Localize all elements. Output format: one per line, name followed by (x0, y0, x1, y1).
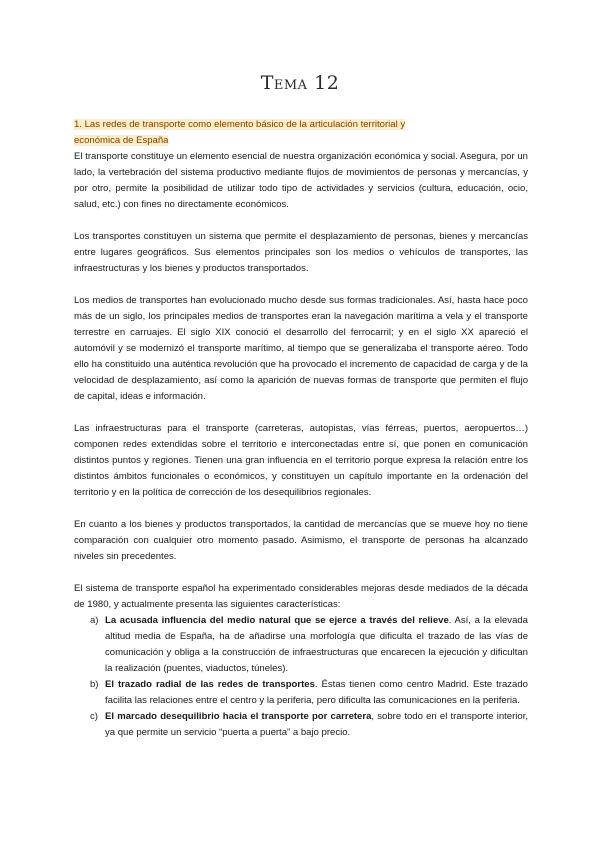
section-heading-line-2: económica de España (74, 135, 169, 146)
characteristics-list (74, 613, 528, 741)
list-item-bold: El trazado radial de las redes de transportes (105, 679, 315, 690)
list-item-text: , sobre todo en el transporte interior, ya que permite un servicio “puerta a puerta” a bajo precio. (105, 711, 528, 738)
paragraph-6: El sistema de transporte español ha experimentado considerables mejoras desde mediados de la década de 1980, y actualmente presenta las siguientes características: (74, 583, 528, 610)
paragraph-4: Las infraestructuras para el transporte (carreteras, autopistas, vías férreas, puertos, aeropuertos…) componen redes extendidas sobre el territorio e interconectadas entre sí, que ponen en comunicación distintos puntos y regiones. Tienen una gran influencia en el territorio porque expresa la relación entre los distintos ámbitos funcionales o económicos, y constituyen un capítulo importante en la ordenación del territorio y en la política de corrección de los desequilibrios regionales. (74, 423, 528, 498)
paragraph-2: Los transportes constituyen un sistema que permite el desplazamiento de personas, bienes y mercancías entre lugares geográficos. Sus elementos principales son los medios o vehículos de transportes, las infraestructuras y los bienes y productos transportados. (74, 231, 528, 274)
list-item (74, 677, 528, 709)
list-item-bold: La acusada influencia del medio natural que se ejerce a través del relieve (105, 615, 449, 626)
section-heading-line-1: 1. Las redes de transporte como elemento básico de la articulación territorial y (74, 119, 406, 130)
page-title: Tema 12 (260, 72, 340, 94)
list-marker: c) (90, 711, 98, 722)
paragraph-5: En cuanto a los bienes y productos transportados, la cantidad de mercancías que se mueve hoy no tiene comparación con cualquier otro momento pasado. Asimismo, el transporte de personas ha alcanzado niveles sin precedentes. (74, 519, 528, 562)
list-item-text: . Así, a la elevada altitud media de España, ha de añadirse una morfología que dificulta el trazado de las vías de comunicación y obliga a la construcción de infraestructuras que encarecen la ejecución y dificultan la realización (puentes, viaductos, túneles). (105, 615, 528, 674)
list-marker: b) (90, 679, 99, 690)
section-heading (74, 117, 528, 149)
list-item-text: . Éstas tienen como centro Madrid. Este trazado facilita las relaciones entre el centro y la periferia, pero dificulta las comunicaciones en la periferia. (105, 679, 528, 706)
list-item (74, 613, 528, 677)
list-item-bold: El marcado desequilibrio hacia el transporte por carretera (105, 711, 372, 722)
paragraph-1: El transporte constituye un elemento esencial de nuestra organización económica y social. Asegura, por un lado, la vertebración del sistema productivo mediante flujos de movimientos de personas y mercancías, y por otro, permite la posibilidad de utilizar todo tipo de actividades y servicios (cultura, educación, ocio, salud, etc.) con fines no directamente económicos. (74, 151, 528, 210)
list-item (74, 709, 528, 741)
document-body (74, 117, 528, 741)
list-marker: a) (90, 615, 99, 626)
paragraph-3: Los medios de transportes han evolucionado mucho desde sus formas tradicionales. Así, hasta hace poco más de un siglo, los principales medios de transportes eran la navegación marítima a vela y el transporte terrestre en carruajes. El siglo XIX conoció el desarrollo del ferrocarril; y en el siglo XX apareció el automóvil y se modernizó el transporte marítimo, al tiempo que se generalizaba el transporte aéreo. Todo ello ha constituido una auténtica revolución que ha provocado el incremento de capacidad de carga y de la velocidad de desplazamiento, así como la aparición de nuevas formas de transporte que permiten el flujo de capital, ideas e información. (74, 295, 528, 402)
